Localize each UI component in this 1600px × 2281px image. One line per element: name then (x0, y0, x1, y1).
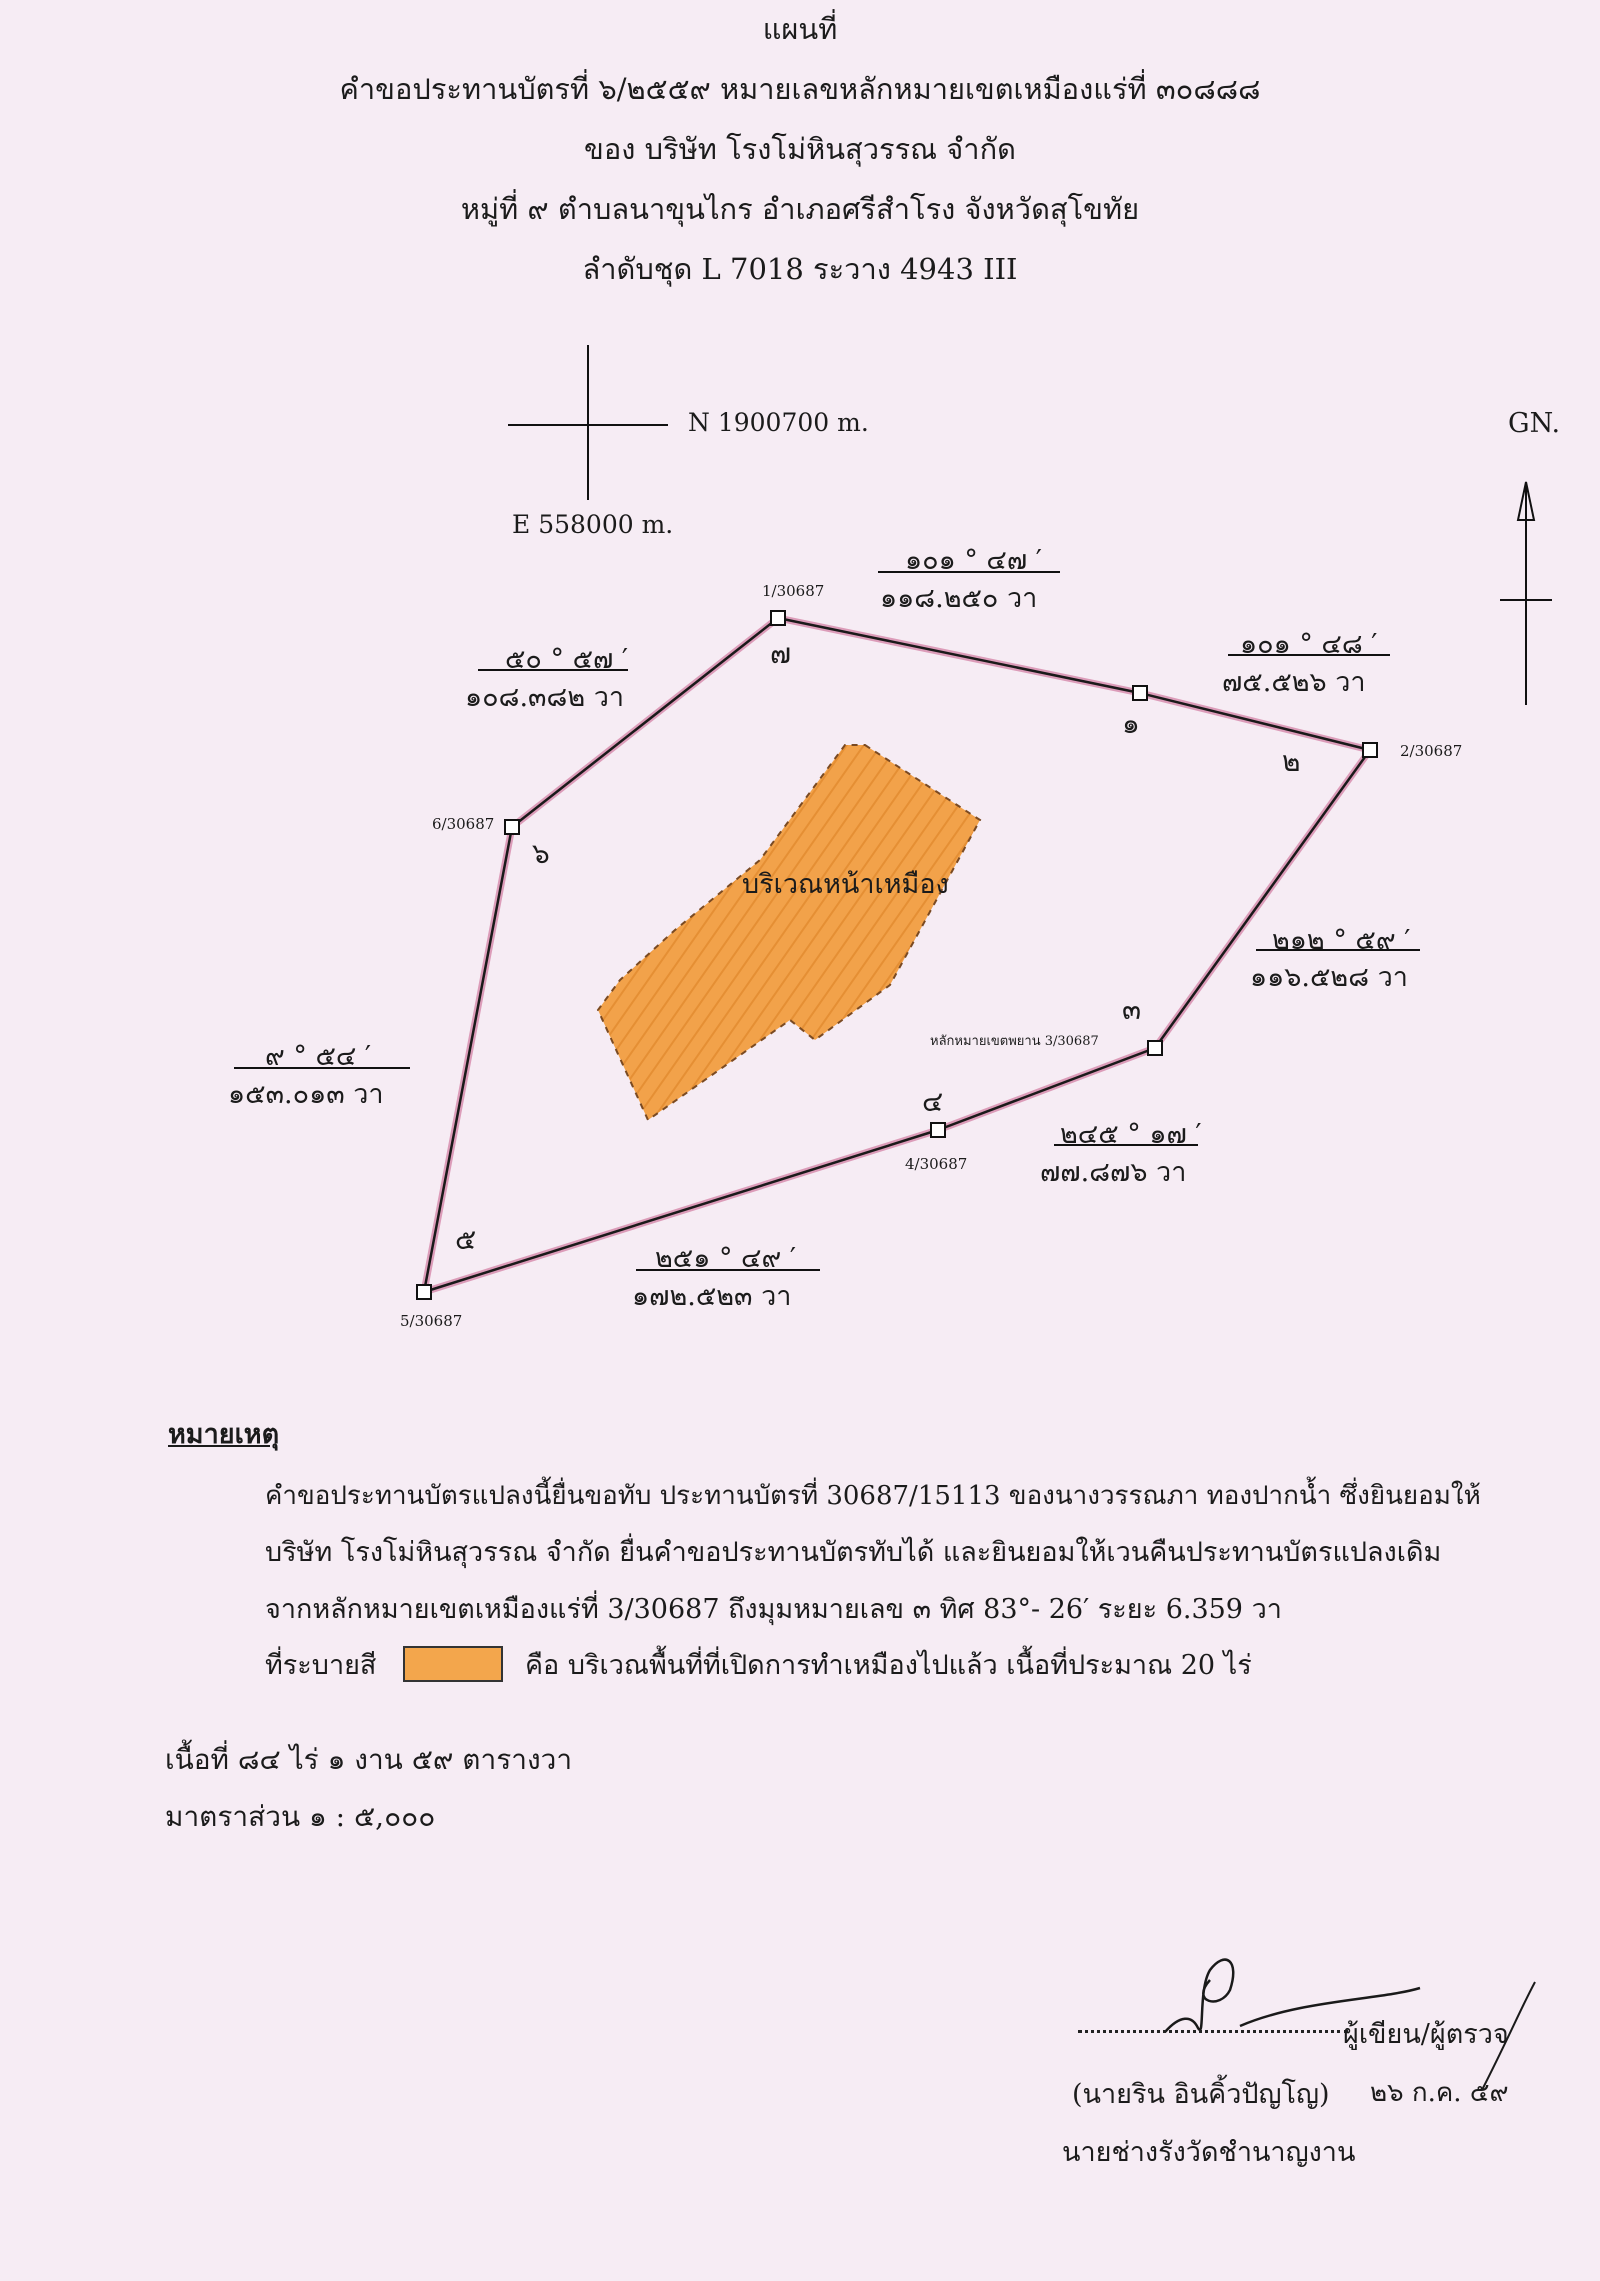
notes-heading: หมายเหตุ (168, 1419, 280, 1450)
header-line-location: หมู่ที่ ๙ ตำบลนาขุนไกร อำเภอศรีสำโรง จังหวัดสุโขทัย (460, 192, 1140, 226)
edge-distance-3: ๑๑๖.๕๒๘ วา (1250, 962, 1408, 993)
north-arrow-icon (1500, 482, 1552, 705)
corner-number-1: ๑ (1122, 707, 1140, 740)
notes-paragraph-3: จากหลักหมายเขตเหมืองแร่ที่ 3/30687 ถึงมุมหมายเลข ๓ ทิศ 83°- 26′ ระยะ 6.359 วา (265, 1594, 1282, 1625)
marker-label-5: 5/30687 (400, 1312, 463, 1330)
corner-1-box (1133, 686, 1147, 700)
edge-bearing-5: ๒๕๑ ° ๔๙ ′ (655, 1243, 796, 1274)
signature-line (1078, 2030, 1348, 2033)
notes-paragraph-1: คำขอประทานบัตรแปลงนี้ยื่นขอทับ ประทานบัตรที่ 30687/15113 ของนางวรรณภา ทองปากน้ำ ซึ่งยินยอมให้ (265, 1481, 1481, 1511)
edge-distance-1: ๑๑๘.๒๕๐ วา (880, 583, 1038, 614)
edge-distance-5: ๑๗๒.๕๒๓ วา (632, 1281, 792, 1312)
edge-bearing-7: ๕๐ ° ๕๗ ′ (505, 644, 629, 675)
marker-label-4: 4/30687 (905, 1155, 968, 1173)
edge-bearing-2: ๑๐๑ ° ๔๘ ′ (1240, 629, 1378, 660)
marker-3-30687 (1148, 1041, 1162, 1055)
legend-swatch (403, 1646, 503, 1682)
mining-pit-label: บริเวณหน้าเหมือง (742, 869, 949, 900)
edge-distance-2: ๗๕.๕๒๖ วา (1222, 667, 1366, 698)
page-title: แผนที่ (762, 12, 838, 46)
corner-number-6: ๖ (532, 837, 550, 870)
corner-number-3: ๓ (1122, 993, 1142, 1026)
grid-north-label: N 1900700 m. (688, 408, 869, 437)
notes-paragraph-2: บริษัท โรงโม่หินสุวรรณ จำกัด ยื่นคำขอประทานบัตรทับได้ และยินยอมให้เวนคืนประทานบัตรแปลงเดิม (265, 1537, 1442, 1568)
signer-role: ผู้เขียน/ผู้ตรวจ (1343, 2019, 1509, 2050)
marker-label-6: 6/30687 (432, 815, 495, 833)
edge-bearing-6: ๙ ° ๕๔ ′ (265, 1041, 372, 1072)
marker-label-2: 2/30687 (1400, 742, 1463, 760)
edge-distance-4: ๗๗.๘๗๖ วา (1040, 1157, 1187, 1188)
edge-distance-6: ๑๕๓.๐๑๓ วา (228, 1079, 384, 1110)
marker-1-30687 (771, 611, 785, 625)
marker-2-30687 (1363, 743, 1377, 757)
marker-label-1: 1/30687 (762, 582, 825, 600)
north-arrow-label: GN. (1508, 408, 1561, 439)
legend-prefix: ที่ระบายสี (265, 1650, 377, 1681)
mining-pit-area (598, 745, 980, 1120)
edge-bearing-4: ๒๔๕ ° ๑๗ ′ (1060, 1119, 1202, 1150)
legend-text: คือ บริเวณพื้นที่ที่เปิดการทำเหมืองไปแล้ว เนื้อที่ประมาณ 20 ไร่ (525, 1650, 1252, 1681)
signer-position: นายช่างรังวัดชำนาญงาน (1062, 2137, 1356, 2168)
corner-number-7: ๗ (770, 637, 792, 670)
edge-bearing-3: ๒๑๒ ° ๕๙ ′ (1272, 925, 1411, 956)
header-line-company: ของ บริษัท โรงโม่หินสุวรรณ จำกัด (584, 132, 1016, 166)
edge-distance-7: ๑๐๘.๓๘๒ วา (465, 682, 625, 713)
edge-bearing-1: ๑๐๑ ° ๔๗ ′ (905, 545, 1042, 576)
grid-east-label: E 558000 m. (512, 510, 674, 539)
marker-label-3: หลักหมายเขตพยาน 3/30687 (930, 1034, 1099, 1049)
marker-5-30687 (417, 1285, 431, 1299)
corner-number-4: ๔ (922, 1085, 944, 1118)
corner-number-2: ๒ (1282, 745, 1301, 778)
scale-text: มาตราส่วน ๑ : ๕,๐๐๐ (165, 1800, 436, 1833)
header-line-request: คำขอประทานบัตรที่ ๖/๒๕๕๙ หมายเลขหลักหมายเขตเหมืองแร่ที่ ๓๐๘๘๘ (339, 72, 1261, 106)
area-text: เนื้อที่ ๘๔ ไร่ ๑ งาน ๕๙ ตารางวา (165, 1743, 573, 1776)
signer-name: (นายริน อินคิ้วปัญโญ) (1072, 2079, 1330, 2110)
marker-4-30687 (931, 1123, 945, 1137)
signature-date: ๒๖ ก.ค. ๕๙ (1370, 2078, 1509, 2108)
header-line-sheet: ลำดับชุด L 7018 ระวาง 4943 III (582, 252, 1018, 286)
marker-6-30687 (505, 820, 519, 834)
corner-number-5: ๕ (455, 1223, 477, 1256)
grid-reference-cross (508, 345, 668, 500)
